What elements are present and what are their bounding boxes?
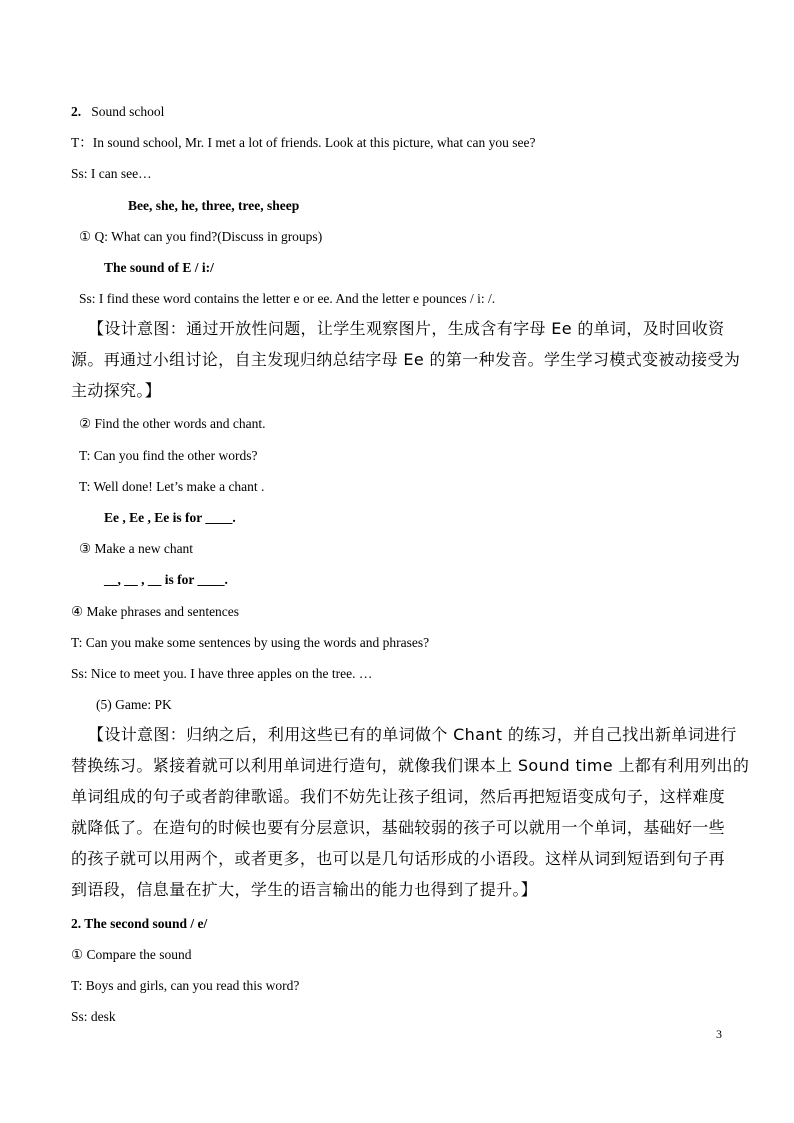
step-line: ④ Make phrases and sentences xyxy=(71,604,240,619)
page-number: 3 xyxy=(716,1027,722,1041)
step-line: ③ Make a new chant xyxy=(79,541,194,556)
teacher-line: T: Well done! Let’s make a chant . xyxy=(79,479,265,494)
question-line: ① Q: What can you find?(Discuss in groups) xyxy=(79,229,323,244)
step-line: ② Find the other words and chant. xyxy=(79,416,266,431)
students-line: Ss: Nice to meet you. I have three apples on the tree. … xyxy=(71,666,373,681)
teacher-line: T: Boys and girls, can you read this word? xyxy=(71,978,300,993)
teacher-line: T：In sound school, Mr. I met a lot of friends. Look at this picture, what can you see? xyxy=(71,135,536,150)
step-line: ① Compare the sound xyxy=(71,947,192,962)
teacher-line: T: Can you make some sentences by using the words and phrases? xyxy=(71,635,430,650)
design-intent-text: 单词组成的句子或者韵律歌谣。我们不妨先让孩子组词，然后再把短语变成句子，这样难度 xyxy=(71,787,726,806)
design-intent-text: 就降低了。在造句的时候也要有分层意识，基础较弱的孩子可以就用一个单词，基础好一些 xyxy=(71,818,726,837)
design-intent-text: 【设计意图：通过开放性问题，让学生观察图片，生成含有字母 Ee 的单词，及时回收资 xyxy=(88,319,725,338)
design-intent-text: 的孩子就可以用两个，或者更多，也可以是几句话形成的小语段。这样从词到短语到句子再 xyxy=(71,849,726,868)
chant-line: Ee , Ee , Ee is for ____. xyxy=(104,510,236,525)
design-intent-text: 替换练习。紧接着就可以利用单词进行造句，就像我们课本上 Sound time 上都有利用列出的 xyxy=(71,756,750,775)
game-line: (5) Game: PK xyxy=(96,697,172,712)
students-line: Ss: desk xyxy=(71,1009,116,1024)
chant-line: __, __ , __ is for ____. xyxy=(104,572,228,587)
sound-heading: The sound of E / i:/ xyxy=(104,260,214,275)
students-line: Ss: I find these word contains the letter e or ee. And the letter e pounces / i: /. xyxy=(79,291,496,306)
design-intent-text: 主动探究。】 xyxy=(71,381,162,400)
students-line: Ss: I can see… xyxy=(71,166,152,181)
design-intent-text: 到语段，信息量在扩大，学生的语言输出的能力也得到了提升。】 xyxy=(71,880,538,899)
heading-sound-school: 2. Sound school xyxy=(71,104,165,119)
section-heading: 2. The second sound / e/ xyxy=(71,916,208,931)
teacher-line: T: Can you find the other words? xyxy=(79,448,258,463)
design-intent-text: 【设计意图：归纳之后，利用这些已有的单词做个 Chant 的练习，并自己找出新单词进行 xyxy=(88,725,737,744)
design-intent-text: 源。再通过小组讨论，自主发现归纳总结字母 Ee 的第一种发音。学生学习模式变被动接受为 xyxy=(71,350,741,369)
word-list: Bee, she, he, three, tree, sheep xyxy=(128,198,300,213)
